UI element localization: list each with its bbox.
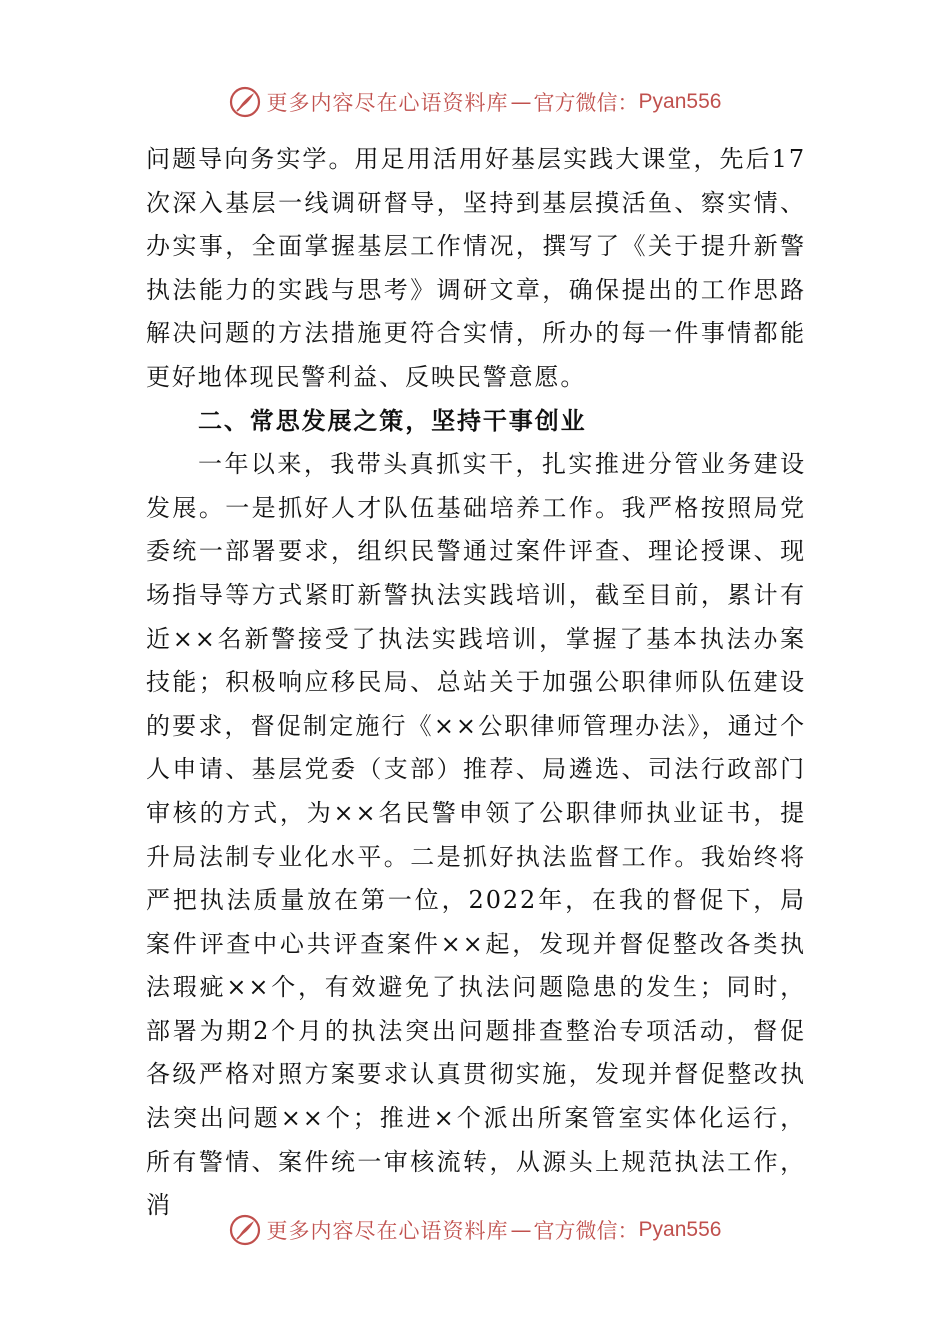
banner-separator: — bbox=[510, 90, 532, 114]
footer-banner bbox=[0, 1208, 950, 1252]
banner-contact-id: Pyan556 bbox=[638, 90, 722, 113]
banner-site-text: 更多内容尽在心语资料库 bbox=[266, 1219, 509, 1243]
banner-contact-id: Pyan556 bbox=[638, 1218, 722, 1241]
document-body bbox=[146, 138, 806, 1228]
paragraph-1: 问题导向务实学。用足用活用好基层实践大课堂，先后17次深入基层一线调研督导，坚持到基层摸活鱼、察实情、办实事，全面掌握基层工作情况，撰写了《关于提升新警执法能力的实践与思考》调研文章，确保提出的工作思路解决问题的方法措施更符合实情，所办的每一件事情都能更好地体现民警利益、反映民警意愿。 bbox=[146, 145, 806, 391]
quill-logo-icon bbox=[229, 1214, 261, 1246]
banner-contact-label: 官方微信： bbox=[533, 1219, 639, 1243]
header-banner bbox=[0, 80, 950, 124]
paragraph-2: 一年以来，我带头真抓实干，扎实推进分管业务建设发展。一是抓好人才队伍基础培养工作。我严格按照局党委统一部署要求，组织民警通过案件评查、理论授课、现场指导等方式紧盯新警执法实践培训，截至目前，累计有近××名新警接受了执法实践培训，掌握了基本执法办案技能；积极响应移民局、总站关于加强公职律师队伍建设的要求，督促制定施行《××公职律师管理办法》，通过个人申请、基层党委（支部）推荐、局遴选、司法行政部门审核的方式，为××名民警申领了公职律师执业证书，提升局法制专业化水平。二是抓好执法监督工作。我始终将严把执法质量放在第一位，2022年，在我的督促下，局案件评查中心共评查案件××起，发现并督促整改各类执法瑕疵××个，有效避免了执法问题隐患的发生；同时，部署为期2个月的执法突出问题排查整治专项活动，督促各级严格对照方案要求认真贯彻实施，发现并督促整改执法突出问题××个；推进×个派出所案管室实体化运行，所有警情、案件统一审核流转，从源头上规范执法工作，消 bbox=[146, 450, 806, 1220]
banner-separator: — bbox=[510, 1218, 532, 1242]
quill-logo-icon bbox=[229, 86, 261, 118]
section-heading-2: 二、常思发展之策，坚持干事创业 bbox=[198, 406, 587, 435]
banner-contact-label: 官方微信： bbox=[533, 91, 639, 115]
banner-site-text: 更多内容尽在心语资料库 bbox=[266, 91, 509, 115]
